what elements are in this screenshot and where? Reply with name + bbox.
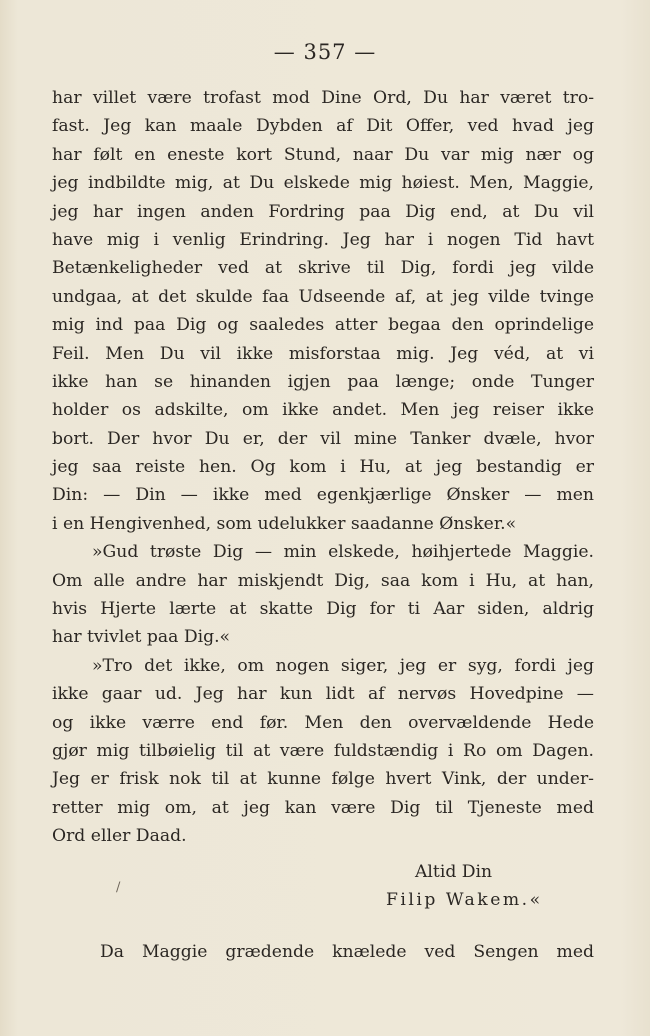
text-line: har følt en eneste kort Stund, naar Du var mig nær og [52, 144, 594, 165]
text-line: retter mig om, at jeg kan være Dig til Tjeneste med [52, 797, 594, 818]
text-line: ikke gaar ud. Jeg har kun lidt af nervøs Hovedpine — [52, 684, 594, 705]
text-line: Din: — Din — ikke med egenkjærlige Ønsker — men [52, 485, 594, 506]
text-line: jeg har ingen anden Fordring paa Dig end, at Du vil [52, 201, 594, 222]
text-line: Jeg er frisk nok til at kunne følge hvert Vink, der under- [52, 769, 594, 790]
final-text-line: Da Maggie grædende knælede ved Sengen med [100, 942, 594, 962]
text-line: i en Hengivenhed, som udelukker saadanne Ønsker.« [52, 513, 517, 534]
text-line: har tvivlet paa Dig.« [52, 627, 231, 648]
letter-body [52, 84, 594, 851]
text-line: hvis Hjerte lærte at skatte Dig for ti Aar siden, aldrig [52, 599, 594, 620]
text-line: gjør mig tilbøielig til at være fuldstændig i Ro om Dagen. [52, 740, 594, 761]
text-line: Ord eller Daad. [52, 826, 187, 847]
text-line: og ikke værre end før. Men den overvældende Hede [52, 712, 594, 733]
text-line: fast. Jeg kan maale Dybden af Dit Offer, ved hvad jeg [52, 116, 594, 137]
text-line: bort. Der hvor Du er, der vil mine Tanker dvæle, hvor [52, 428, 594, 449]
text-line: jeg indbildte mig, at Du elskede mig høiest. Men, Maggie, [52, 173, 594, 194]
page-number: — 357 — [273, 40, 377, 64]
text-line: Betænkeligheder ved at skrive til Dig, fordi jeg vilde [52, 258, 594, 279]
text-line: mig ind paa Dig og saaledes atter begaa den oprindelige [52, 315, 594, 336]
text-line: holder os adskilte, om ikke andet. Men jeg reiser ikke [52, 400, 594, 421]
text-line: »Gud trøste Dig — min elskede, høihjertede Maggie. [92, 542, 594, 563]
signature-closing-text: Altid Din [415, 862, 493, 882]
text-line: have mig i venlig Erindring. Jeg har i nogen Tid havt [52, 229, 594, 250]
text-line: Feil. Men Du vil ikke misforstaa mig. Jeg véd, at vi [52, 343, 594, 364]
text-line: ikke han se hinanden igjen paa længe; onde Tunger [52, 371, 594, 392]
text-line: »Tro det ikke, om nogen siger, jeg er syg, fordi jeg [92, 655, 594, 676]
signature-name-text: Filip Wakem.« [386, 890, 543, 910]
text-line: jeg saa reiste hen. Og kom i Hu, at jeg bestandig er [52, 457, 594, 478]
text-line: har villet være trofast mod Dine Ord, Du har været tro- [52, 88, 594, 108]
text-line: Om alle andre har miskjendt Dig, saa kom i Hu, at han, [52, 570, 594, 591]
stray-mark: / [116, 880, 121, 895]
text-line: undgaa, at det skulde faa Udseende af, at jeg vilde tvinge [52, 286, 594, 307]
